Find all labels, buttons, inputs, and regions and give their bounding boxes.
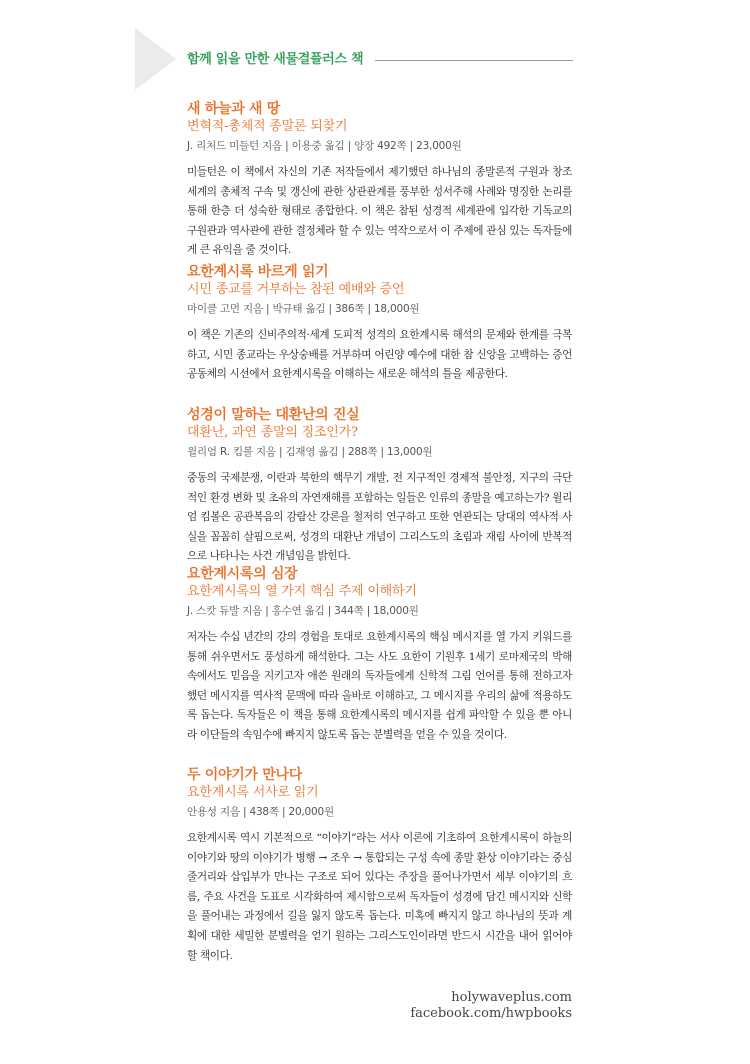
book-subtitle: 시민 종교를 거부하는 참된 예배와 증언	[187, 282, 405, 297]
section-title: 함께 읽을 만한 새물결플러스 책	[187, 52, 364, 67]
book-description: 저자는 수십 년간의 강의 경험을 토대로 요한계시록의 핵심 메시지를 열 가지 키워드를 통해 쉬우면서도 풍성하게 해석한다. 그는 사도 요한이 기원후 1세기 로마제국의 박해 속에서도 믿음을 지키고자 애쓴 원래의 독자들에게 신학적 그림 언어를 통해 전하고자 했던 메시지를 역사적 문맥에 따라 올바로 이해하고, 그 메시지를 우리의 삶에 적용하도록 돕는다. 독자들은 이 책을 통해 요한계시록의 메시지를 쉽게 파악할 수 있을 뿐 아니라 이단들의 속임수에 빠지지 않도록 돕는 분별력을 얻을 수 있을 것이다.	[187, 631, 572, 741]
header-divider	[375, 60, 573, 61]
book-meta: J. 리처드 미들턴 지음 | 이용중 옮김 | 양장 492쪽 | 23,000원	[187, 140, 462, 152]
book-subtitle: 변혁적-총체적 종말론 되찾기	[187, 119, 348, 134]
book-subtitle: 요한계시록 서사로 읽기	[187, 785, 319, 800]
book-description: 이 책은 기존의 신비주의적·세계 도피적 성격의 요한계시록 해석의 문제와 한계를 극복하고, 시민 종교라는 우상숭배를 거부하며 어린양 예수에 대한 참 신앙을 고백하는 증언 공동체의 시선에서 요한계시록을 이해하는 새로운 해석의 틀을 제공한다.	[187, 329, 572, 381]
book-meta: J. 스캇 듀발 지음 | 홍수연 옮김 | 344쪽 | 18,000원	[187, 605, 419, 617]
facebook-link[interactable]: facebook.com/hwpbooks	[410, 1006, 572, 1021]
book-title: 요한계시록의 심장	[187, 566, 298, 582]
book-meta: 안용성 지음 | 438쪽 | 20,000원	[187, 806, 334, 818]
book-meta: 마이클 고먼 지음 | 박규태 옮김 | 386쪽 | 18,000원	[187, 303, 420, 315]
book-title: 성경이 말하는 대환난의 진실	[187, 407, 360, 423]
website-link[interactable]: holywaveplus.com	[451, 990, 572, 1005]
book-entry	[187, 100, 572, 261]
book-description: 중동의 국제분쟁, 이란과 북한의 핵무기 개발, 전 지구적인 경제적 불안정, 지구의 극단적인 환경 변화 및 초유의 자연재해를 포함하는 일들은 인류의 종말을 예고하는가? 윌리엄 킴볼은 공관복음의 감람산 강론을 철저히 연구하고 또한 연관되는 당대의 역사적 사실을 꼼꼼히 살핌으로써, 성경의 대환난 개념이 그리스도의 초림과 재림 사이에 반복적으로 나타나는 사건 개념임을 밝힌다.	[187, 472, 572, 563]
book-entry	[187, 766, 572, 966]
book-title: 요한계시록 바르게 읽기	[187, 264, 329, 280]
book-subtitle: 대환난, 과연 종말의 징조인가?	[187, 425, 358, 440]
book-entry	[187, 263, 572, 385]
book-title: 새 하늘과 새 땅	[187, 101, 281, 117]
book-meta: 윌리엄 R. 킴볼 지음 | 김재영 옮김 | 288쪽 | 13,000원	[187, 446, 433, 458]
book-entry	[187, 565, 572, 746]
footer-links	[410, 990, 572, 1022]
book-title: 두 이야기가 만나다	[187, 767, 302, 783]
book-description: 요한계시록 역시 기본적으로 “이야기”라는 서사 이론에 기초하여 요한계시록이 하늘의 이야기와 땅의 이야기가 병행 → 조우 → 통합되는 구성 속에 종말 환상 이야기라는 중심 줄거리와 삽입부가 만나는 구조로 되어 있다는 주장을 풀어나가면서 세부 이야기의 흐름, 주요 사건을 도표로 시각화하여 제시함으로써 독자들이 성경에 담긴 메시지와 신학을 풀어내는 과정에서 길을 잃지 않도록 돕는다. 미혹에 빠지지 않고 하나님의 뜻과 계획에 대한 세밀한 분별력을 얻기 원하는 그리스도인이라면 반드시 시간을 내어 읽어야 할 책이다.	[187, 832, 572, 962]
corner-triangle-decoration	[0, 0, 180, 90]
book-entry	[187, 406, 572, 567]
book-description: 미들턴은 이 책에서 자신의 기존 저작들에서 제기했던 하나님의 종말론적 구원과 창조세계의 총체적 구속 및 갱신에 관한 상관관계를 풍부한 성서주해 사례와 명징한 논리를 통해 한층 더 성숙한 형태로 종합한다. 이 책은 참된 성경적 세계관에 입각한 기독교의 구원관과 역사관에 관한 결정체라 할 수 있는 역작으로서 이 주제에 관심 있는 독자들에게 큰 유익을 줄 것이다.	[187, 166, 572, 257]
book-subtitle: 요한계시록의 열 가지 핵심 주제 이해하기	[187, 584, 417, 599]
